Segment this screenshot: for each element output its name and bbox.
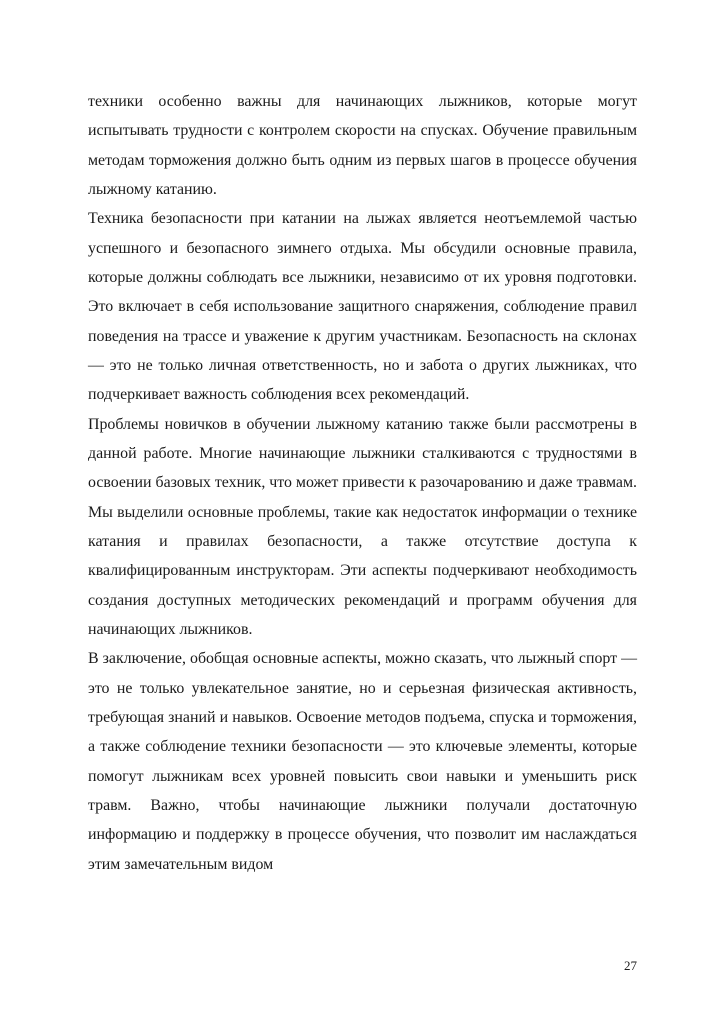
paragraph-conclusion: В заключение, обобщая основные аспекты, можно сказать, что лыжный спорт — это не только увлекательное занятие, но и серьезная физическая активность, требующая знаний и навыков. Освоение методов подъема, спуска и торможения, а также соблюдение техники безопасности — это ключевые элементы, которые помогут лыжникам всех уровней повысить свои навыки и уменьшить риск травм. Важно, чтобы начинающие лыжники получали достаточную информацию и поддержку в процессе обучения, что позволит им наслаждаться этим замечательным видом <box>88 650 637 873</box>
body-text <box>88 87 637 879</box>
paragraph-safety: Техника безопасности при катании на лыжах является неотъемлемой частью успешного и безопасного зимнего отдыха. Мы обсудили основные правила, которые должны соблюдать все лыжники, независимо от их уровня подготовки. Это включает в себя использование защитного снаряжения, соблюдение правил поведения на трассе и уважение к другим участникам. Безопасность на склонах — это не только личная ответственность, но и забота о других лыжниках, что подчеркивает важность соблюдения всех рекомендаций. <box>88 210 637 404</box>
page-number: 27 <box>624 958 637 973</box>
paragraph-continuation: техники особенно важны для начинающих лыжников, которые могут испытывать трудности с контролем скорости на спусках. Обучение правильным методам торможения должно быть одним из первых шагов в процессе обучения лыжному катанию. <box>88 93 637 198</box>
paragraph-beginner-problems: Проблемы новичков в обучении лыжному катанию также были рассмотрены в данной работе. Многие начинающие лыжники сталкиваются с трудностями в освоении базовых техник, что может привести к разочарованию и даже травмам. Мы выделили основные проблемы, такие как недостаток информации о технике катания и правилах безопасности, а также отсутствие доступа к квалифицированным инструкторам. Эти аспекты подчеркивают необходимость создания доступных методических рекомендаций и программ обучения для начинающих лыжников. <box>88 415 637 638</box>
